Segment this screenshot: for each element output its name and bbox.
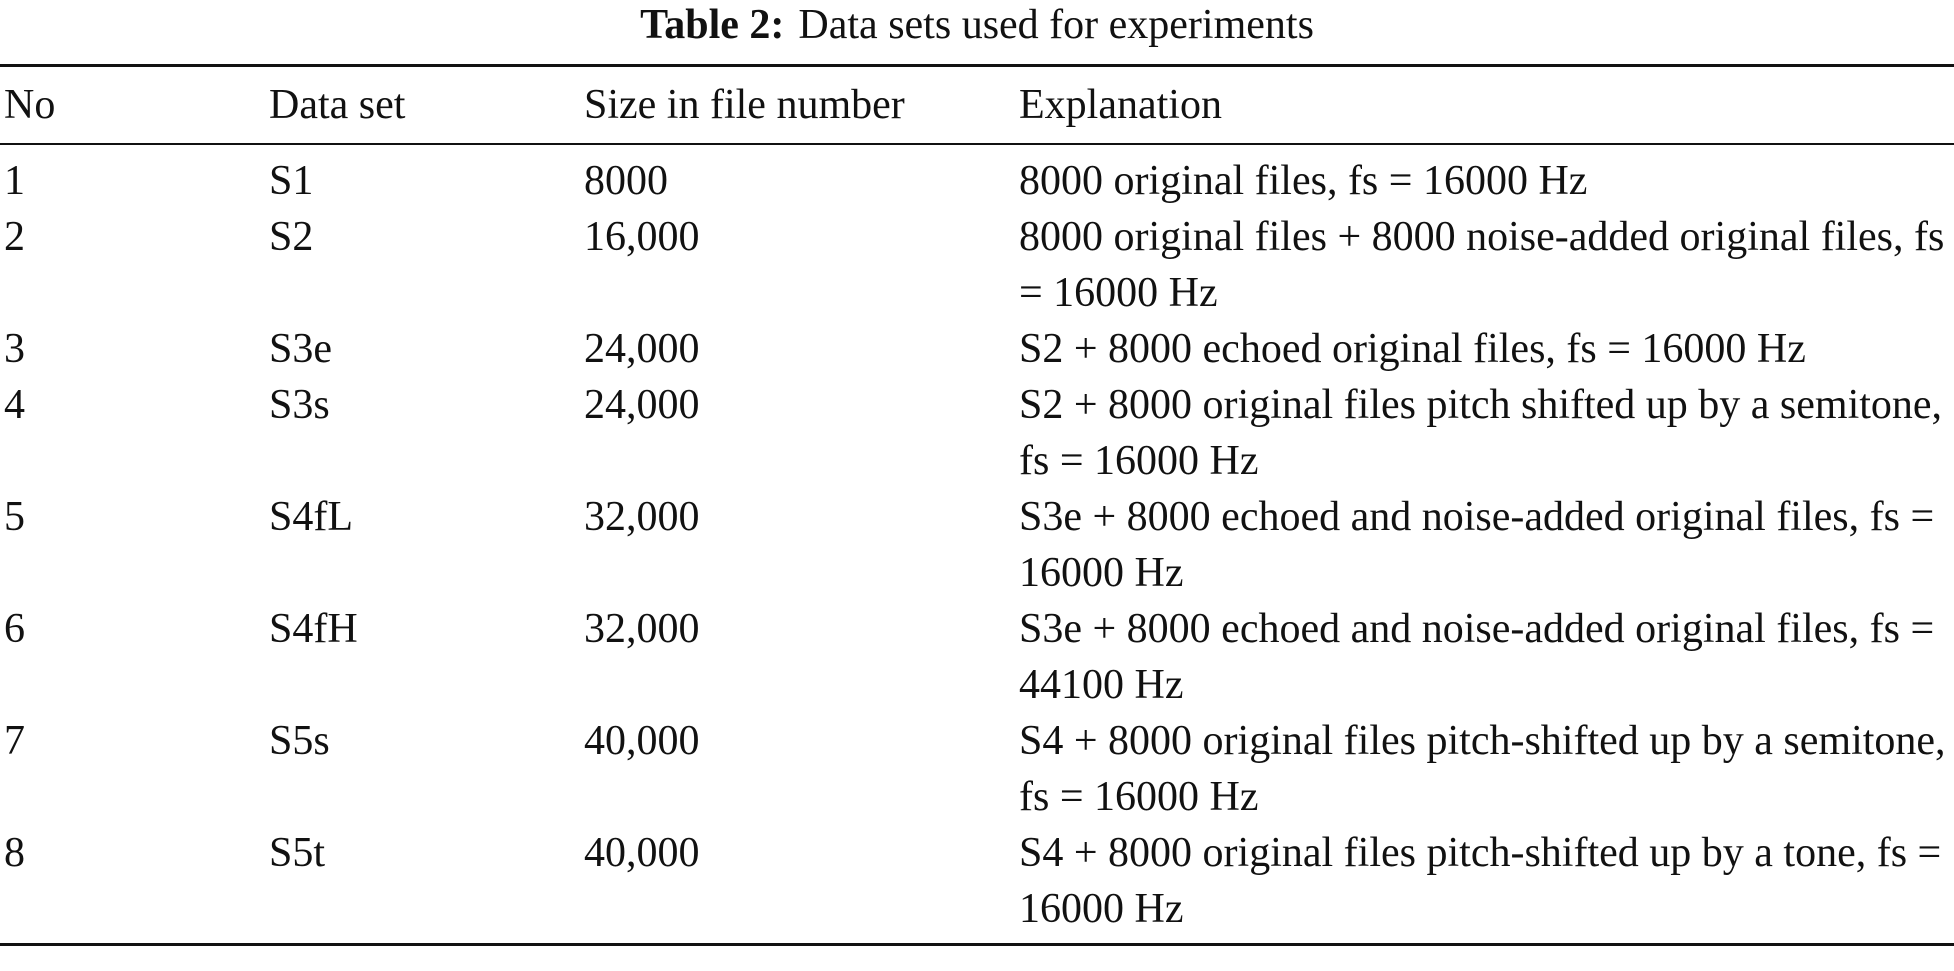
header-no: No: [4, 82, 56, 128]
table-row: [0, 713, 1954, 825]
cell-no: 6: [4, 606, 25, 652]
cell-no: 8: [4, 830, 25, 876]
cell-size: 16,000: [584, 214, 700, 260]
table-row: [0, 377, 1954, 489]
cell-no: 1: [4, 158, 25, 204]
table-row: [0, 489, 1954, 601]
header-data-set: Data set: [269, 82, 406, 128]
cell-no: 7: [4, 718, 25, 764]
data-sets-table: [0, 64, 1954, 946]
header-explanation: Explanation: [1019, 82, 1222, 128]
cell-size: 32,000: [584, 606, 700, 652]
caption-label: Table 2:: [640, 2, 785, 48]
table-caption: [0, 0, 1954, 50]
cell-no: 3: [4, 326, 25, 372]
cell-explanation: S4 + 8000 original files pitch-shifted up by a semitone, fs = 16000 Hz: [1019, 718, 1946, 820]
cell-explanation: S3e + 8000 echoed and noise-added original files, fs = 16000 Hz: [1019, 494, 1935, 596]
cell-data-set: S3e: [269, 326, 332, 372]
cell-data-set: S2: [269, 214, 314, 260]
header-size: Size in file number: [584, 82, 905, 128]
cell-data-set: S3s: [269, 382, 330, 428]
cell-no: 2: [4, 214, 25, 260]
cell-explanation: S2 + 8000 echoed original files, fs = 16000 Hz: [1019, 326, 1806, 372]
table-row: [0, 825, 1954, 945]
cell-no: 4: [4, 382, 25, 428]
cell-explanation: S4 + 8000 original files pitch-shifted up by a tone, fs = 16000 Hz: [1019, 830, 1942, 932]
table-row: [0, 209, 1954, 321]
cell-explanation: S3e + 8000 echoed and noise-added original files, fs = 44100 Hz: [1019, 606, 1935, 708]
cell-explanation: 8000 original files + 8000 noise-added original files, fs = 16000 Hz: [1019, 214, 1945, 316]
cell-size: 32,000: [584, 494, 700, 540]
caption-text: Data sets used for experiments: [798, 2, 1314, 48]
cell-no: 5: [4, 494, 25, 540]
table-row: [0, 321, 1954, 377]
header-row: [0, 66, 1954, 145]
table-row: [0, 144, 1954, 209]
cell-data-set: S4fL: [269, 494, 353, 540]
cell-size: 24,000: [584, 382, 700, 428]
cell-data-set: S5s: [269, 718, 330, 764]
cell-size: 24,000: [584, 326, 700, 372]
cell-explanation: S2 + 8000 original files pitch shifted up by a semitone, fs = 16000 Hz: [1019, 382, 1943, 484]
cell-explanation: 8000 original files, fs = 16000 Hz: [1019, 158, 1588, 204]
cell-data-set: S1: [269, 158, 314, 204]
cell-data-set: S5t: [269, 830, 326, 876]
cell-size: 8000: [584, 158, 668, 204]
cell-data-set: S4fH: [269, 606, 358, 652]
table-row: [0, 601, 1954, 713]
cell-size: 40,000: [584, 830, 700, 876]
cell-size: 40,000: [584, 718, 700, 764]
